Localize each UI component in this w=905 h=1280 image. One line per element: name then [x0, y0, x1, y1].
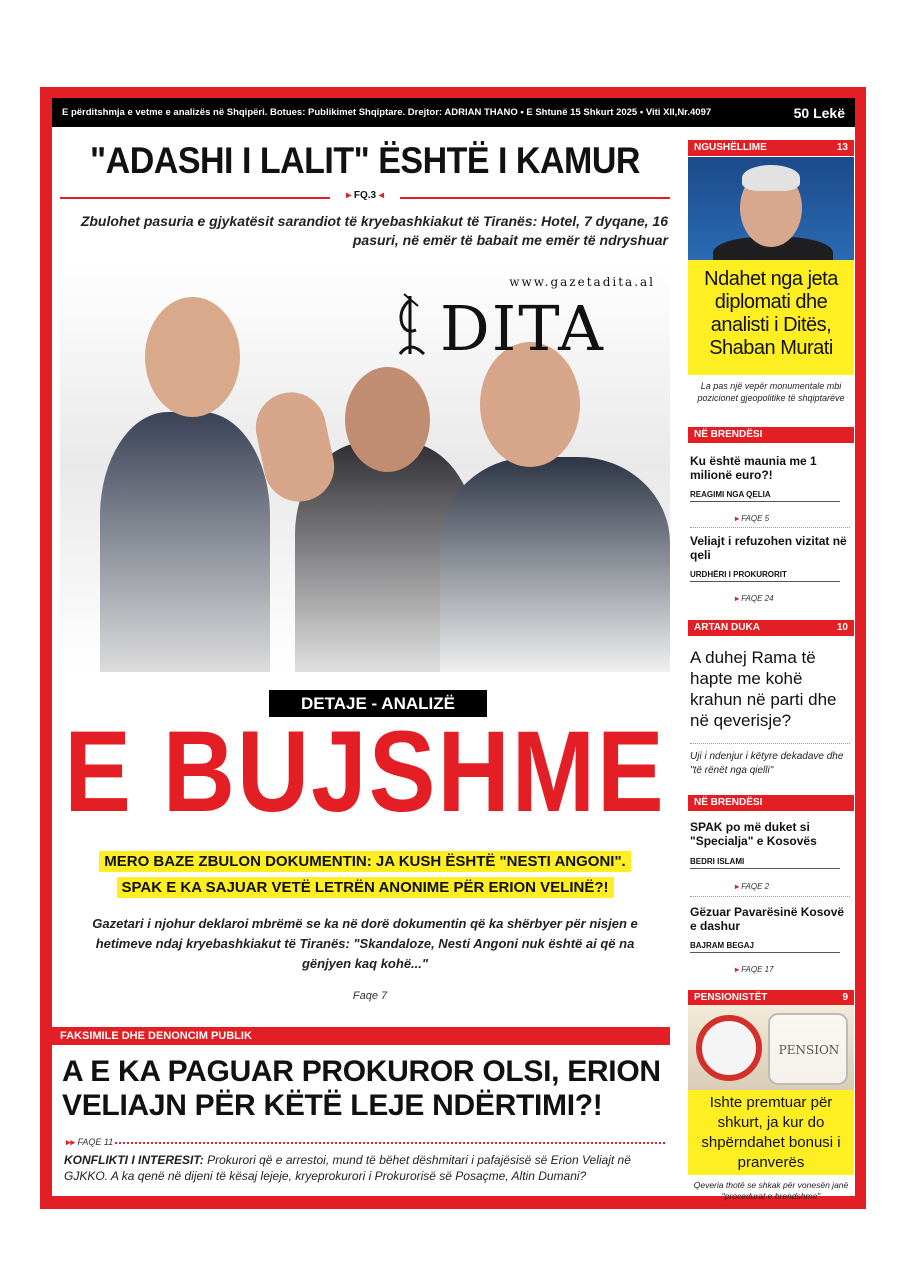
newspaper-name: DITA	[440, 292, 605, 365]
person-silhouette	[440, 457, 670, 672]
inside-item-page[interactable]	[735, 594, 774, 603]
arrow-left-icon: ◂	[376, 190, 384, 201]
bottom-story-lead: KONFLIKTI I INTERESIT:	[64, 1153, 204, 1167]
arrow-right-icon: ▸	[735, 965, 742, 974]
jar-label: PENSION	[778, 1043, 840, 1057]
bottom-story-body: Prokurori që e arrestoi, mund të bëhet dëshmitari i pafajësisë së Erion Veliajt në GJKKO. A ka qenë në dijeni të kësaj lejeje, kryeprokurori i Prokurorisë së Posaçme, Altin Dumani?	[64, 1153, 631, 1183]
pension-title[interactable]: Ishte premtuar për shkurt, ja kur do shpërndahet bonusi i pranverës	[688, 1090, 854, 1175]
inside-item-page[interactable]	[735, 882, 769, 891]
masthead-tagline: E përditshmja e vetme e analizës në Shqipëri. Botues: Publikimet Shqiptare. Drejtor: ADRIAN THANO • E Shtunë 15 Shkurt 2025 • Viti XII,Nr.4097	[62, 107, 712, 118]
bottom-story-text	[64, 1152, 668, 1184]
person-head	[345, 367, 430, 472]
lead-subhead: Zbulohet pasuria e gjykatësit sarandiot të kryebashkiakut të Tiranës: Hotel, 7 dyqane, 16 pasuri, në emër të babait me emër të ndryshuar	[80, 213, 668, 248]
inside-item-title[interactable]: SPAK po më duket si "Specialja" e Kosovës	[690, 820, 817, 848]
dotted-divider	[115, 1142, 665, 1144]
inside-item-page-label: FAQE 5	[741, 514, 770, 523]
person-silhouette	[100, 412, 270, 672]
double-arrow-icon: ▸▸	[66, 1137, 78, 1147]
pension-photo	[688, 1005, 854, 1090]
inside-item-page[interactable]	[735, 514, 769, 523]
dotted-divider	[690, 527, 850, 528]
inside-item-title[interactable]: Gëzuar Pavarësinë Kosovë e dashur	[690, 905, 845, 933]
main-title[interactable]: E BUJSHME	[64, 707, 666, 837]
bottom-page-ref[interactable]	[66, 1137, 113, 1148]
sidebar-bar-page: 13	[836, 142, 848, 153]
dotted-divider	[690, 743, 850, 744]
sidebar-bar-label: NË BRENDËSI	[694, 429, 763, 440]
dotted-divider	[690, 896, 850, 897]
sidebar-bar-obit	[688, 140, 854, 156]
inside-item-page-label: FAQE 2	[741, 882, 770, 891]
inside-item-title[interactable]: Ku është maunia me 1 milionë euro?!	[690, 454, 817, 482]
lead-page-ref[interactable]	[330, 190, 400, 201]
section-label: DETAJE - ANALIZË	[269, 690, 487, 717]
person-head	[145, 297, 240, 417]
column-caption: Uji i ndenjur i këtyre dekadave dhe "të rënët nga qielli"	[690, 751, 844, 776]
inside-item-author: BAJRAM BEGAJ	[690, 941, 840, 953]
arrow-right-icon: ▸	[346, 190, 354, 201]
person-hair	[742, 165, 800, 191]
bottom-section-bar: FAKSIMILE DHE DENONCIM PUBLIK	[52, 1027, 670, 1045]
bottom-page-label: FAQE 11	[77, 1137, 114, 1147]
sidebar-bar-inside-2	[688, 795, 854, 811]
sidebar-bar-label: PENSIONISTËT	[694, 992, 768, 1003]
inside-item-author: REAGIMI NGA QELIA	[690, 490, 840, 502]
inside-item-page-label: FAQE 24	[741, 594, 774, 603]
obit-title[interactable]: Ndahet nga jeta diplomati dhe analisti i Ditës, Shaban Murati	[688, 260, 854, 375]
obit-caption: La pas një vepër monumentale mbi pozicionet gjeopolitike të shqiptarëve	[697, 381, 845, 403]
inside-item-author: URDHËRI I PROKURORIT	[690, 570, 840, 582]
sidebar-bar-page: 10	[836, 622, 848, 633]
column-question[interactable]: A duhej Rama të hapte me kohë krahun në parti dhe në qeverisje?	[690, 648, 837, 730]
inside-item-page-label: FAQE 17	[741, 965, 774, 974]
highlight-text-1: MERO BAZE ZBULON DOKUMENTIN: JA KUSH ËSHTË "NESTI ANGONI".	[99, 851, 630, 872]
main-story-page[interactable]: Faqe 7	[352, 990, 388, 1002]
sidebar-bar-pension	[688, 990, 854, 1006]
sidebar-bar-label: NË BRENDËSI	[694, 797, 763, 808]
inside-item-title[interactable]: Veliajt i refuzohen vizitat në qeli	[690, 534, 847, 562]
sidebar-bar-label: NGUSHËLLIME	[694, 142, 767, 153]
site-url: www.gazetadita.al	[509, 275, 655, 289]
lead-headline[interactable]: "ADASHI I LALIT" ËSHTË I KAMUR	[90, 140, 640, 182]
highlight-text-2: SPAK E KA SAJUAR VETË LETRËN ANONIME PËR ERION VELINË?!	[117, 877, 614, 898]
arrow-right-icon: ▸	[735, 882, 742, 891]
obit-photo	[688, 157, 854, 260]
alarm-clock-icon	[696, 1015, 762, 1081]
sidebar-bar-page: 9	[842, 992, 848, 1003]
price-label: 50 Lekë	[793, 104, 845, 121]
inside-item-page[interactable]	[735, 965, 774, 974]
sidebar-bar-label: ARTAN DUKA	[694, 622, 760, 633]
sidebar-bar-inside-1	[688, 427, 854, 443]
highlight-line-2	[60, 879, 670, 896]
inside-item-author: BEDRI ISLAMI	[690, 857, 840, 869]
sidebar-bar-column	[688, 620, 854, 636]
main-story-body: Gazetari i njohur deklaroi mbrëmë se ka në dorë dokumentin që ka shërbyer për nisjen e hetimeve ndaj kryebashkiakut të Tiranës: "Skandaloze, Nesti Angoni nuk është ai që na gënjyen kaq kohë..."	[92, 916, 638, 971]
pension-caption: Qeveria thotë se shkak për vonesën janë "procedurat e brendshme"	[693, 1180, 849, 1201]
masthead-bar	[52, 98, 855, 127]
highlight-line-1	[60, 853, 670, 870]
arrow-right-icon: ▸	[735, 514, 742, 523]
bottom-headline[interactable]: A E KA PAGUAR PROKUROR OLSI, ERION VELIAJN PËR KËTË LEJE NDËRTIMI?!	[62, 1055, 661, 1122]
lead-page-ref-label: FQ.3	[353, 190, 377, 201]
arrow-right-icon: ▸	[735, 594, 742, 603]
